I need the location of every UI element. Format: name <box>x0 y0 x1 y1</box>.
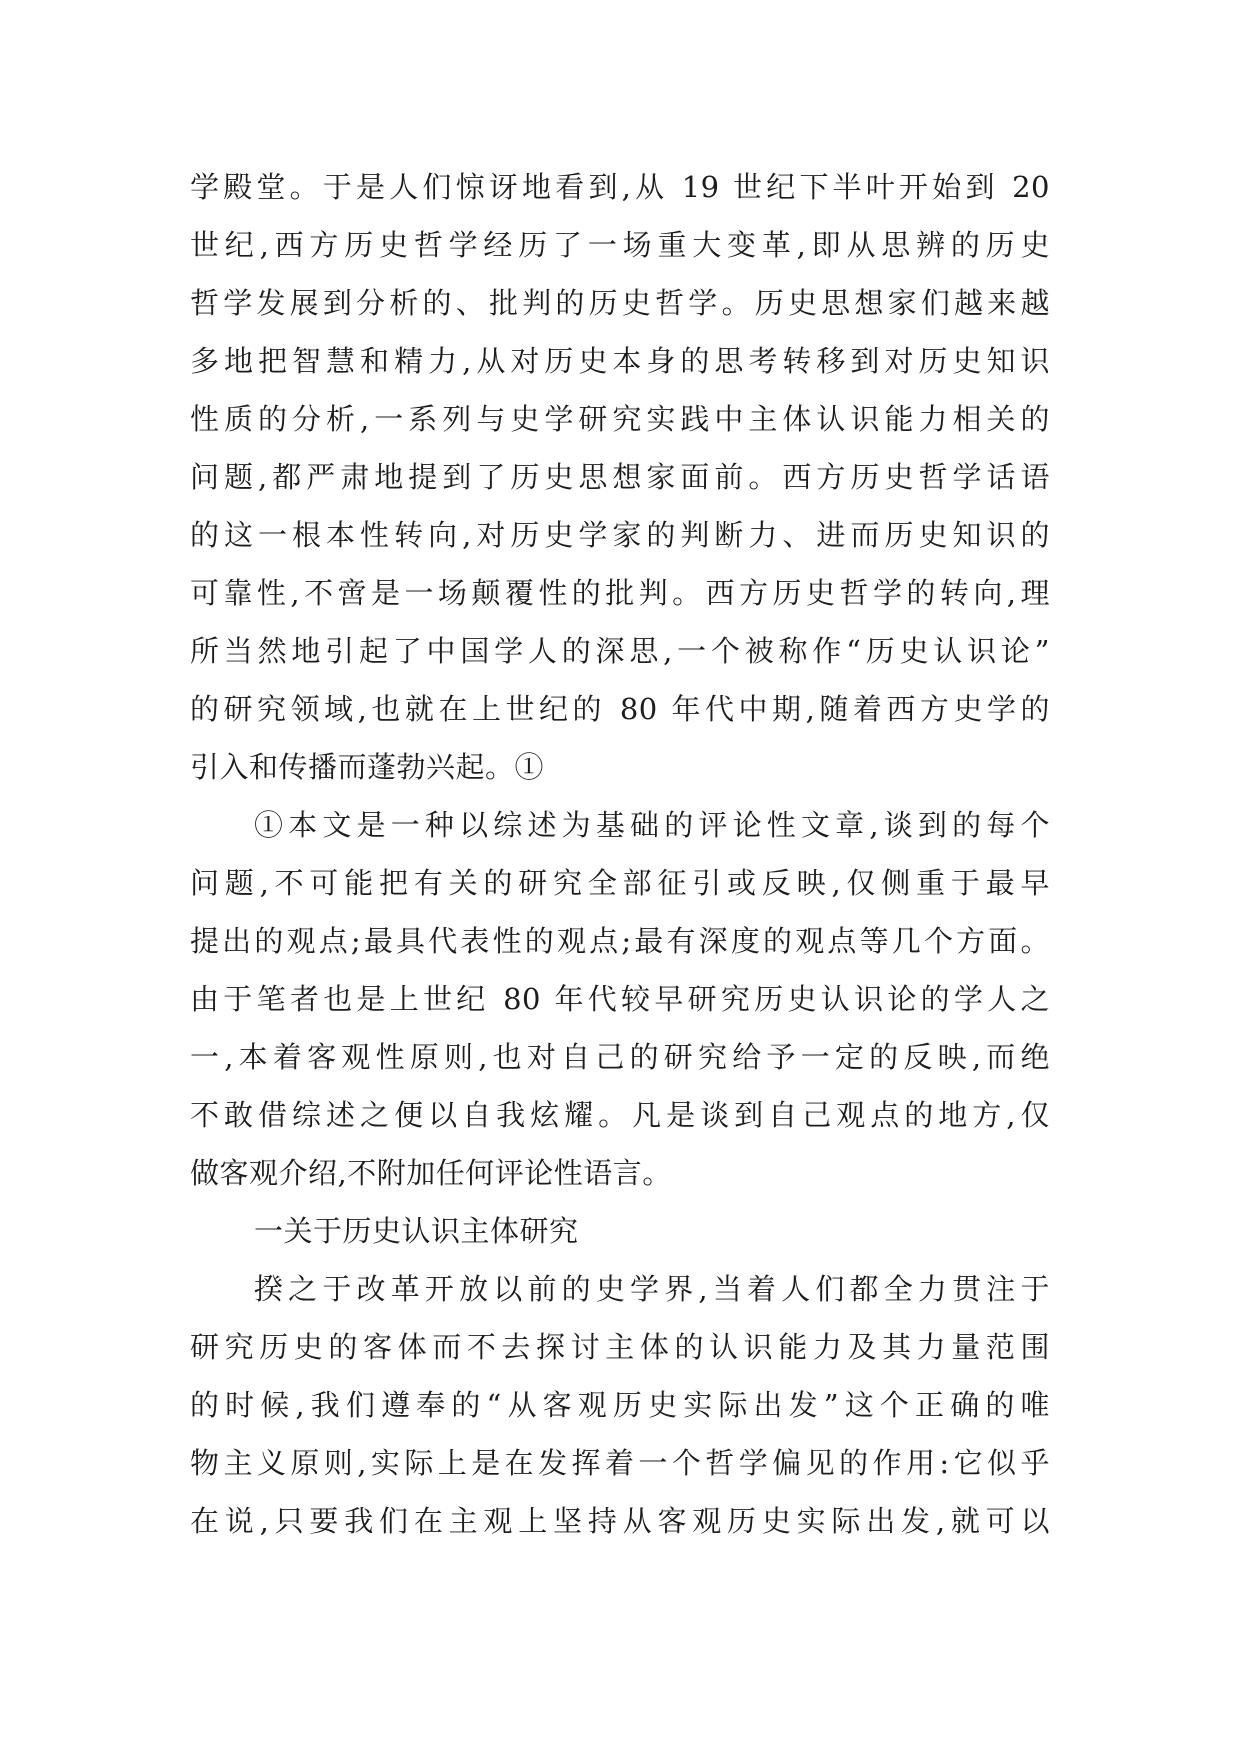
footnote-line: ①本文是一种以综述为基础的评论性文章,谈到的每个 <box>254 808 1050 842</box>
footnote-line: 问题,不可能把有关的研究全部征引或反映,仅侧重于最早 <box>190 866 1050 900</box>
footnote-line: 提出的观点;最具代表性的观点;最有深度的观点等几个方面。 <box>190 924 1050 958</box>
footnote-line: 不敢借综述之便以自我炫耀。凡是谈到自己观点的地方,仅 <box>190 1098 1050 1132</box>
footnote <box>190 796 1050 1202</box>
paragraph <box>190 158 1050 796</box>
text-line: 学殿堂。于是人们惊讶地看到,从 19 世纪下半叶开始到 20 <box>190 170 1050 204</box>
text-line: 物主义原则,实际上是在发挥着一个哲学偏见的作用:它似乎 <box>190 1446 1050 1480</box>
text-line: 问题,都严肃地提到了历史思想家面前。西方历史哲学话语 <box>190 460 1050 494</box>
text-line: 多地把智慧和精力,从对历史本身的思考转移到对历史知识 <box>190 344 1050 378</box>
text-line: 可靠性,不啻是一场颠覆性的批判。西方历史哲学的转向,理 <box>190 576 1050 610</box>
paragraph <box>190 1260 1050 1550</box>
text-line: 引入和传播而蓬勃兴起。① <box>190 750 545 784</box>
text-line: 哲学发展到分析的、批判的历史哲学。历史思想家们越来越 <box>190 286 1050 320</box>
text-line: 的研究领域,也就在上世纪的 80 年代中期,随着西方史学的 <box>190 692 1050 726</box>
footnote-line: 由于笔者也是上世纪 80 年代较早研究历史认识论的学人之 <box>190 982 1050 1016</box>
text-line: 揆之于改革开放以前的史学界,当着人们都全力贯注于 <box>254 1272 1050 1306</box>
text-line: 所当然地引起了中国学人的深思,一个被称作“历史认识论” <box>190 634 1050 668</box>
text-line: 研究历史的客体而不去探讨主体的认识能力及其力量范围 <box>190 1330 1050 1364</box>
document-body <box>190 158 1050 1550</box>
text-line: 的时候,我们遵奉的“从客观历史实际出发”这个正确的唯 <box>190 1388 1050 1422</box>
footnote-line: 一,本着客观性原则,也对自己的研究给予一定的反映,而绝 <box>190 1040 1050 1074</box>
text-line: 世纪,西方历史哲学经历了一场重大变革,即从思辨的历史 <box>190 228 1050 262</box>
footnote-line: 做客观介绍,不附加任何评论性语言。 <box>190 1156 672 1190</box>
section-heading: 一关于历史认识主体研究 <box>254 1214 579 1248</box>
text-line: 的这一根本性转向,对历史学家的判断力、进而历史知识的 <box>190 518 1050 552</box>
text-line: 性质的分析,一系列与史学研究实践中主体认识能力相关的 <box>190 402 1050 436</box>
text-line: 在说,只要我们在主观上坚持从客观历史实际出发,就可以 <box>190 1504 1050 1538</box>
